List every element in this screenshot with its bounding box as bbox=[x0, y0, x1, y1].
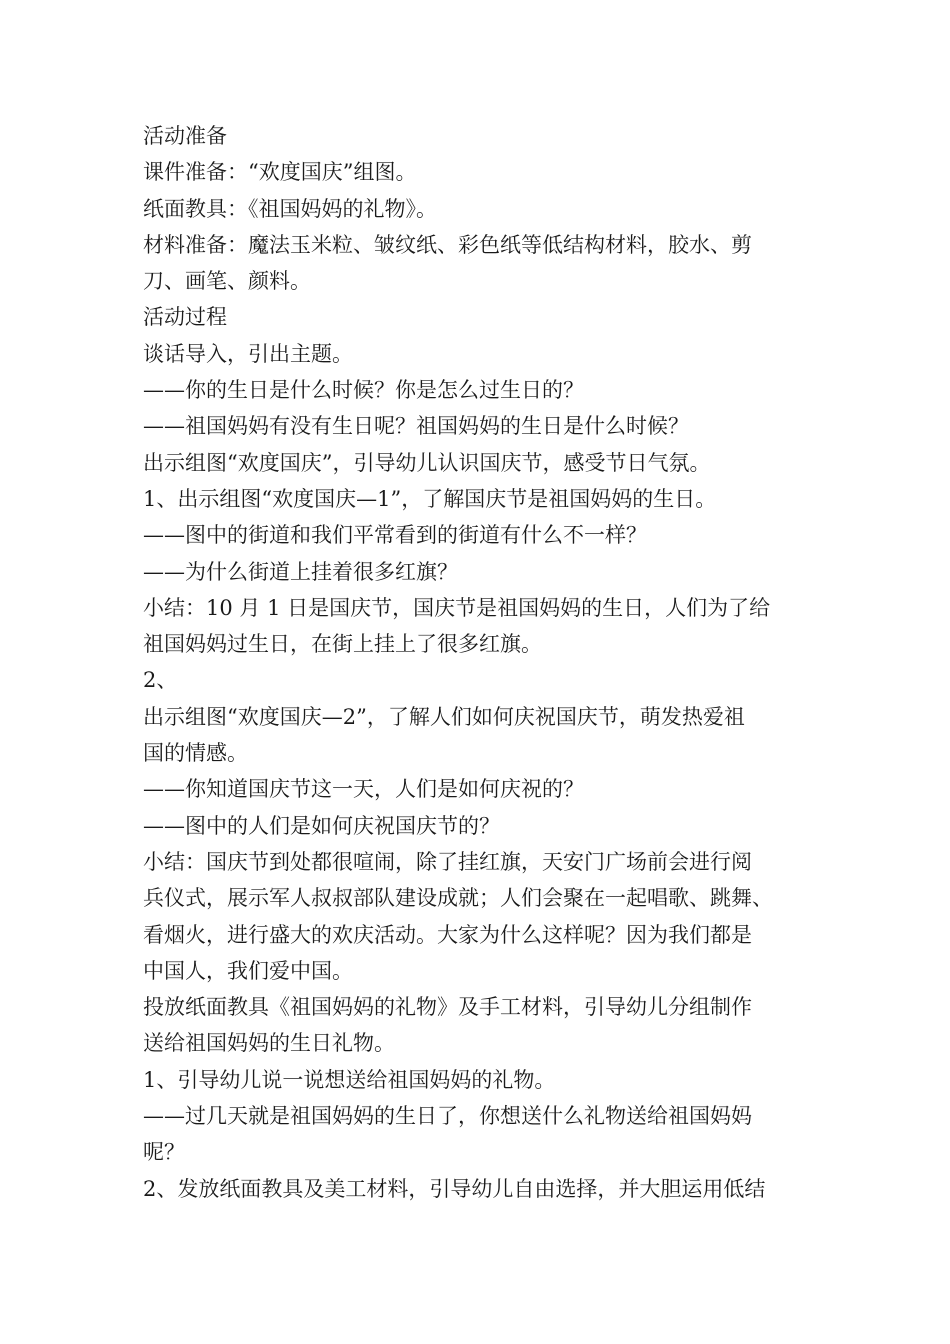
text-line: 祖国妈妈过生日，在街上挂上了很多红旗。 bbox=[143, 632, 542, 657]
text-line: 纸面教具：《祖国妈妈的礼物》。 bbox=[143, 196, 437, 221]
text-line: 送给祖国妈妈的生日礼物。 bbox=[143, 1031, 395, 1056]
text-line: ——过几天就是祖国妈妈的生日了，你想送什么礼物送给祖国妈妈 bbox=[143, 1104, 752, 1129]
text-line: 1、引导幼儿说一说想送给祖国妈妈的礼物。 bbox=[143, 1067, 556, 1092]
text-line: 2、 bbox=[143, 668, 178, 693]
text-line: 课件准备：“欢度国庆”组图。 bbox=[143, 160, 417, 185]
text-line: 材料准备：魔法玉米粒、皱纹纸、彩色纸等低结构材料，胶水、剪 bbox=[143, 232, 752, 257]
text-line: ——你知道国庆节这一天，人们是如何庆祝的？ bbox=[143, 777, 584, 802]
section-heading-process: 活动过程 bbox=[143, 305, 227, 330]
text-line: 小结：10 月 1 日是国庆节，国庆节是祖国妈妈的生日，人们为了给 bbox=[143, 595, 771, 620]
text-line: 国的情感。 bbox=[143, 741, 248, 766]
text-line: 2、发放纸面教具及美工材料，引导幼儿自由选择，并大胆运用低结 bbox=[143, 1176, 766, 1201]
text-line: ——图中的人们是如何庆祝国庆节的？ bbox=[143, 813, 500, 838]
text-line: ——祖国妈妈有没有生日呢？祖国妈妈的生日是什么时候？ bbox=[143, 414, 689, 439]
document-body bbox=[143, 118, 823, 1207]
text-line: 投放纸面教具《祖国妈妈的礼物》及手工材料，引导幼儿分组制作 bbox=[143, 995, 752, 1020]
text-line: ——为什么街道上挂着很多红旗？ bbox=[143, 559, 458, 584]
text-line: 看烟火，进行盛大的欢庆活动。大家为什么这样呢？因为我们都是 bbox=[143, 922, 752, 947]
section-heading-preparation: 活动准备 bbox=[143, 124, 227, 148]
text-line: 刀、画笔、颜料。 bbox=[143, 269, 311, 294]
text-line: ——你的生日是什么时候？你是怎么过生日的？ bbox=[143, 378, 584, 403]
text-line: 出示组图“欢度国庆”，引导幼儿认识国庆节，感受节日气氛。 bbox=[143, 450, 711, 475]
text-line: 小结：国庆节到处都很喧闹，除了挂红旗，天安门广场前会进行阅 bbox=[143, 849, 752, 874]
text-line: ——图中的街道和我们平常看到的街道有什么不一样？ bbox=[143, 523, 647, 548]
text-line: 呢？ bbox=[143, 1140, 185, 1165]
text-line: 出示组图“欢度国庆—2”，了解人们如何庆祝国庆节，萌发热爱祖 bbox=[143, 704, 745, 729]
text-line: 谈话导入，引出主题。 bbox=[143, 341, 353, 366]
text-line: 兵仪式，展示军人叔叔部队建设成就；人们会聚在一起唱歌、跳舞、 bbox=[143, 886, 773, 911]
text-line: 中国人，我们爱中国。 bbox=[143, 958, 353, 983]
text-line: 1、出示组图“欢度国庆—1”，了解国庆节是祖国妈妈的生日。 bbox=[143, 486, 717, 511]
